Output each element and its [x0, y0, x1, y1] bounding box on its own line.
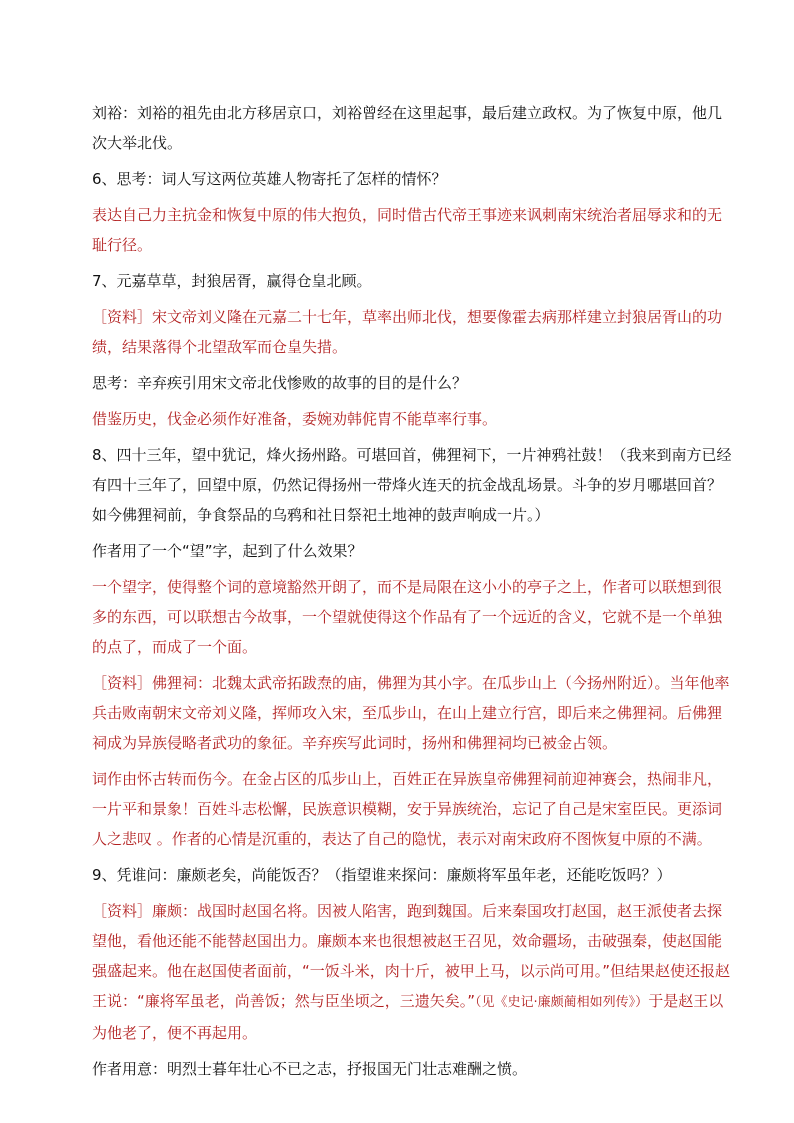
question-9: 9、凭谁问：廉颇老矣，尚能饭否？（指望谁来探问：廉颇将军虽年老，还能吃饭吗？）: [92, 866, 672, 884]
question-7-think: 思考：辛弃疾引用宋文帝北伐惨败的故事的目的是什么？: [92, 374, 468, 392]
paragraph-liuyu: 刘裕：刘裕的祖先由北方移居京口，刘裕曾经在这里起事，最后建立政权。为了恢复中原，他几次大举北伐。: [92, 104, 723, 152]
author-intent: 作者用意：明烈士暮年壮心不已之志，抒报国无门壮志难酬之愤。: [92, 1060, 528, 1078]
answer-6: 表达自己力主抗金和恢复中原的伟大抱负，同时借古代帝王事迹来讽刺南宋统治者屈辱求和的无耻行径。: [92, 206, 723, 254]
material-9-end: 于是赵王以为他老了，便不再起用。: [92, 992, 724, 1042]
document-body: [92, 98, 732, 1090]
material-8: ［资料］佛狸祠：北魏太武帝拓跋焘的庙，佛狸为其小字。在瓜步山上（今扬州附近）。当年他率兵击败南朝宋文帝刘义隆，挥师攻入宋，至瓜步山，在山上建立行宫，即后来之佛狸祠。后佛狸祠成为异族侵略者武功的象征。辛弃疾写此词时，扬州和佛狸祠均已被金占领。: [92, 674, 730, 752]
material-9-main: ［资料］廉颇：战国时赵国名将。因被人陷害，跑到魏国。后来秦国攻打赵国，赵王派使者去探望他，看他还能不能替赵国出力。廉颇本来也很想被赵王召见，效命疆场，击破强秦，使赵国能强盛起来。他在赵国使者面前，“一饭斗米，肉十斤，被甲上马，以示尚可用。”但结果赵使还报赵王说：“廉将军虽老，尚善饭；然与臣坐顷之，三遗矢矣。”: [92, 902, 731, 1010]
analysis-8: 词作由怀古转而伤今。在金占区的瓜步山上，百姓正在异族皇帝佛狸祠前迎神赛会，热闹非凡，一片平和景象！百姓斗志松懈，民族意识模糊，安于异族统治，忘记了自己是宋室臣民。更添词人之悲叹 。作者的心情是沉重的，表达了自己的隐忧，表示对南宋政府不图恢复中原的不满。: [92, 770, 723, 848]
question-8: 8、四十三年，望中犹记，烽火扬州路。可堪回首，佛狸祠下，一片神鸦社鼓！（我来到南方已经有四十三年了，回望中原，仍然记得扬州一带烽火连天的抗金战乱场景。斗争的岁月哪堪回首？如今佛狸祠前，争食祭品的乌鸦和社日祭祀土地神的鼓声响成一片。）: [92, 446, 732, 524]
material-9-source: （见《史记·廉颇蔺相如列传》）: [475, 995, 649, 1010]
material-7: ［资料］宋文帝刘义隆在元嘉二十七年，草率出师北伐，想要像霍去病那样建立封狼居胥山的功绩，结果落得个北望敌军而仓皇失措。: [92, 308, 723, 356]
question-8-wang: 作者用了一个“望”字，起到了什么效果？: [92, 542, 363, 560]
question-7: 7、元嘉草草，封狼居胥，赢得仓皇北顾。: [92, 272, 372, 290]
answer-8-wang: 一个望字，使得整个词的意境豁然开朗了，而不是局限在这小小的亭子之上，作者可以联想到很多的东西，可以联想古今故事，一个望就使得这个作品有了一个远近的含义，它就不是一个单独的点了，而成了一个面。: [92, 578, 723, 656]
question-6: 6、思考：词人写这两位英雄人物寄托了怎样的情怀？: [92, 170, 447, 188]
answer-7: 借鉴历史，伐金必须作好准备，委婉劝韩侂胄不能草率行事。: [92, 410, 498, 428]
material-9: [92, 896, 732, 1048]
